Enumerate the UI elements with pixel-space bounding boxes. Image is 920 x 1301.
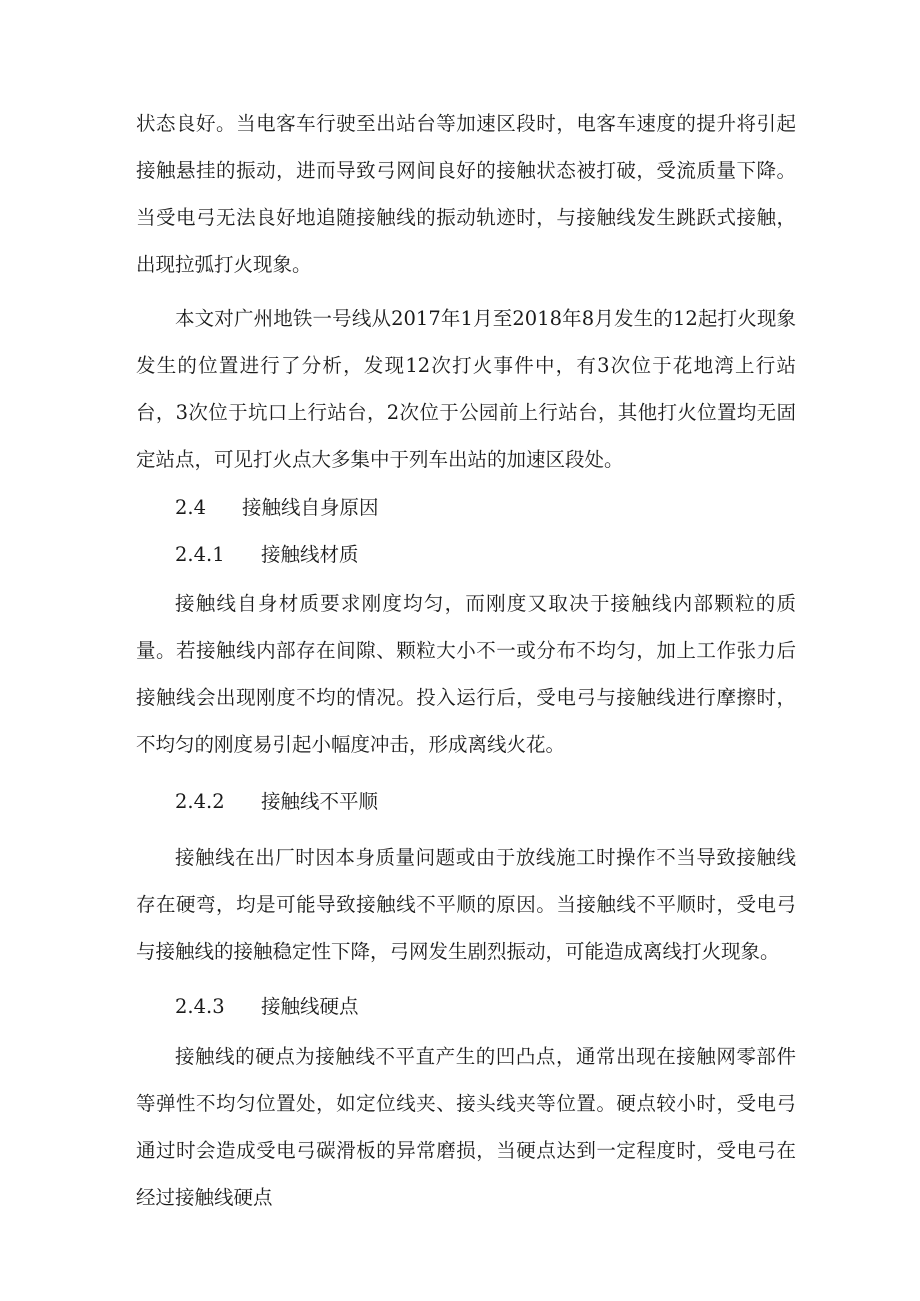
section-heading-2-4-3 [175, 983, 359, 1030]
section-title: 接触线不平顺 [261, 790, 379, 813]
section-number: 2.4.3 [175, 995, 225, 1018]
section-heading-2-4 [175, 484, 379, 531]
section-heading-2-4-2 [175, 778, 378, 825]
section-number: 2.4.1 [175, 543, 225, 566]
paragraph-contact-wire-hard-point: 接触线的硬点为接触线不平直产生的凹凸点，通常出现在接触网零部件等弹性不均匀位置处，如定位线夹、接头线夹等位置。硬点较小时，受电弓通过时会造成受电弓碳滑板的异常磨损，当硬点达到一定程度时，受电弓在经过接触线硬点 [136, 1045, 796, 1209]
section-number: 2.4.2 [175, 790, 225, 813]
paragraph-spark-location-analysis: 本文对广州地铁一号线从2017年1月至2018年8月发生的12起打火现象发生的位置进行了分析，发现12次打火事件中，有3次位于花地湾上行站台，3次位于坑口上行站台，2次位于公园前上行站台，其他打火位置均无固定站点，可见打火点大多集中于列车出站的加速区段处。 [136, 307, 796, 471]
section-title: 接触线材质 [261, 543, 359, 566]
paragraph-contact-wire-unevenness: 接触线在出厂时因本身质量问题或由于放线施工时操作不当导致接触线存在硬弯，均是可能导致接触线不平顺的原因。当接触线不平顺时，受电弓与接触线的接触稳定性下降，弓网发生剧烈振动，可能造成离线打火现象。 [136, 846, 796, 963]
section-heading-2-4-1 [175, 531, 359, 578]
section-number: 2.4 [175, 496, 207, 519]
section-title: 接触线自身原因 [242, 496, 379, 519]
paragraph-continued: 状态良好。当电客车行驶至出站台等加速区段时，电客车速度的提升将引起接触悬挂的振动，进而导致弓网间良好的接触状态被打破，受流质量下降。当受电弓无法良好地追随接触线的振动轨迹时，与接触线发生跳跃式接触，出现拉弧打火现象。 [136, 112, 796, 276]
section-title: 接触线硬点 [261, 995, 359, 1018]
paragraph-contact-wire-material: 接触线自身材质要求刚度均匀，而刚度又取决于接触线内部颗粒的质量。若接触线内部存在间隙、颗粒大小不一或分布不均匀，加上工作张力后接触线会出现刚度不均的情况。投入运行后，受电弓与接触线进行摩擦时，不均匀的刚度易引起小幅度冲击，形成离线火花。 [136, 592, 796, 756]
